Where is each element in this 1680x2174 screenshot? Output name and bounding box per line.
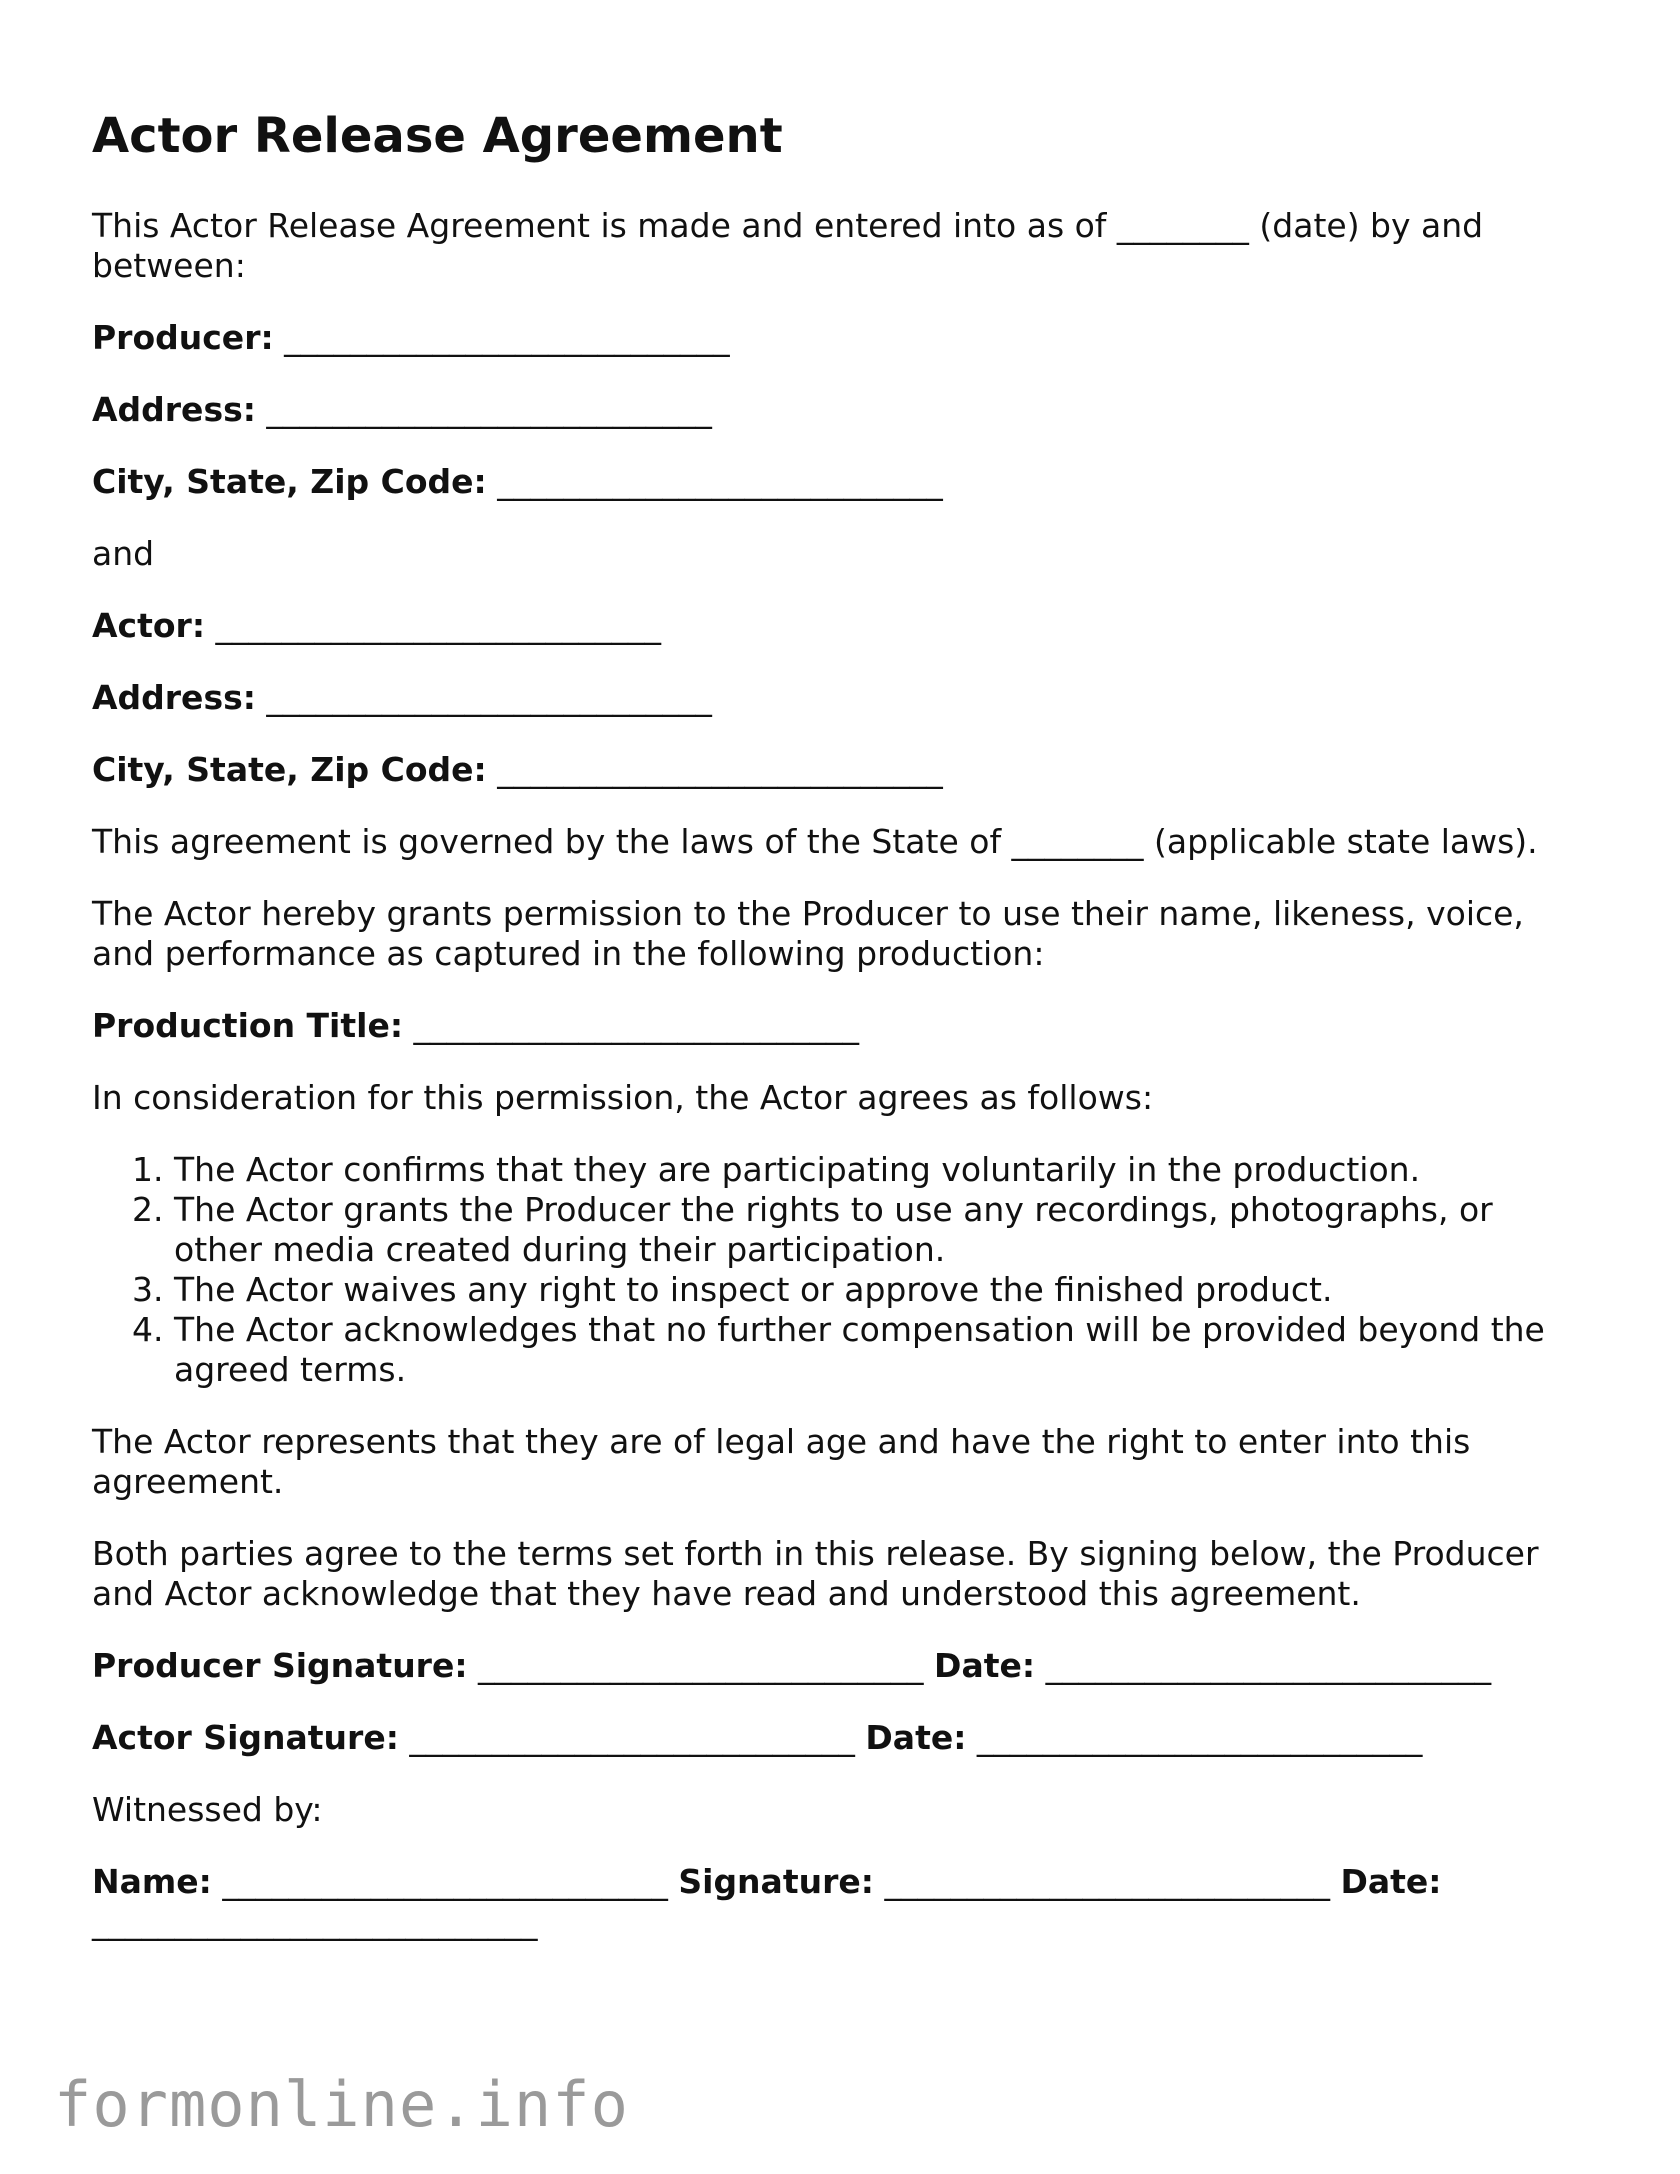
actor-signature-blank: ___________________________ (409, 1717, 855, 1757)
producer-date-blank: ___________________________ (1045, 1645, 1492, 1685)
producer-address-label: Address: (92, 389, 256, 429)
representation-paragraph: The Actor represents that they are of legal age and have the right to enter into this agreement. (92, 1421, 1471, 1501)
producer-signature-blank: ___________________________ (478, 1645, 924, 1685)
list-item: 3. The Actor waives any right to inspect or approve the finished product. (174, 1270, 1572, 1310)
producer-address-blank: ___________________________ (266, 389, 712, 429)
producer-address-field (92, 390, 1572, 430)
consideration-paragraph: In consideration for this permission, the Actor agrees as follows: (92, 1077, 1154, 1117)
producer-city-label: City, State, Zip Code: (92, 461, 487, 501)
witness-name-label: Name: (92, 1861, 212, 1901)
producer-date-label: Date: (934, 1645, 1036, 1685)
witness-date-blank: ___________________________ (92, 1901, 538, 1941)
terms-list (92, 1150, 1572, 1390)
intro-paragraph: This Actor Release Agreement is made and entered into as of ________ (date) by and between: (92, 205, 1484, 285)
document-page (92, 108, 1572, 1974)
producer-name-blank: ___________________________ (284, 317, 730, 357)
witness-signature-blank: ___________________________ (884, 1861, 1330, 1901)
actor-address-field (92, 678, 1572, 718)
list-item: 2. The Actor grants the Producer the rights to use any recordings, photographs, or other media created during their participation. (174, 1190, 1572, 1270)
actor-address-label: Address: (92, 677, 256, 717)
watermark: formonline.info (54, 2068, 629, 2141)
governing-law-paragraph: This agreement is governed by the laws of the State of ________ (applicable state laws). (92, 821, 1538, 861)
witness-line (92, 1862, 1572, 1942)
actor-city-label: City, State, Zip Code: (92, 749, 487, 789)
actor-address-blank: ___________________________ (266, 677, 712, 717)
witness-date-label: Date: (1340, 1861, 1442, 1901)
production-title-label: Production Title: (92, 1005, 404, 1045)
actor-name-field (92, 606, 1572, 646)
list-item: 1. The Actor confirms that they are participating voluntarily in the production. (174, 1150, 1572, 1190)
actor-date-label: Date: (865, 1717, 967, 1757)
actor-date-blank: ___________________________ (976, 1717, 1423, 1757)
producer-city-field (92, 462, 1572, 502)
witness-name-blank: ___________________________ (222, 1861, 668, 1901)
list-item: 4. The Actor acknowledges that no further compensation will be provided beyond the agreed terms. (174, 1310, 1572, 1390)
actor-name-blank: ___________________________ (215, 605, 662, 645)
and-text: and (92, 533, 155, 573)
producer-city-blank: ___________________________ (497, 461, 943, 501)
actor-city-blank: ___________________________ (497, 749, 943, 789)
actor-signature-line (92, 1718, 1572, 1758)
producer-signature-line (92, 1646, 1572, 1686)
production-title-field (92, 1006, 1572, 1046)
producer-signature-label: Producer Signature: (92, 1645, 468, 1685)
permission-paragraph: The Actor hereby grants permission to the Producer to use their name, likeness, voice, and performance as captured in the following production: (92, 893, 1524, 973)
document-title: Actor Release Agreement (92, 108, 783, 164)
witness-signature-label: Signature: (678, 1861, 874, 1901)
witnessed-by-heading: Witnessed by: (92, 1789, 323, 1829)
producer-name-label: Producer: (92, 317, 274, 357)
producer-name-field (92, 318, 1572, 358)
production-title-blank: ___________________________ (413, 1005, 860, 1045)
actor-signature-label: Actor Signature: (92, 1717, 399, 1757)
actor-name-label: Actor: (92, 605, 206, 645)
both-parties-paragraph: Both parties agree to the terms set forth in this release. By signing below, the Producer and Actor acknowledge that they have read and understood this agreement. (92, 1533, 1539, 1613)
actor-city-field (92, 750, 1572, 790)
